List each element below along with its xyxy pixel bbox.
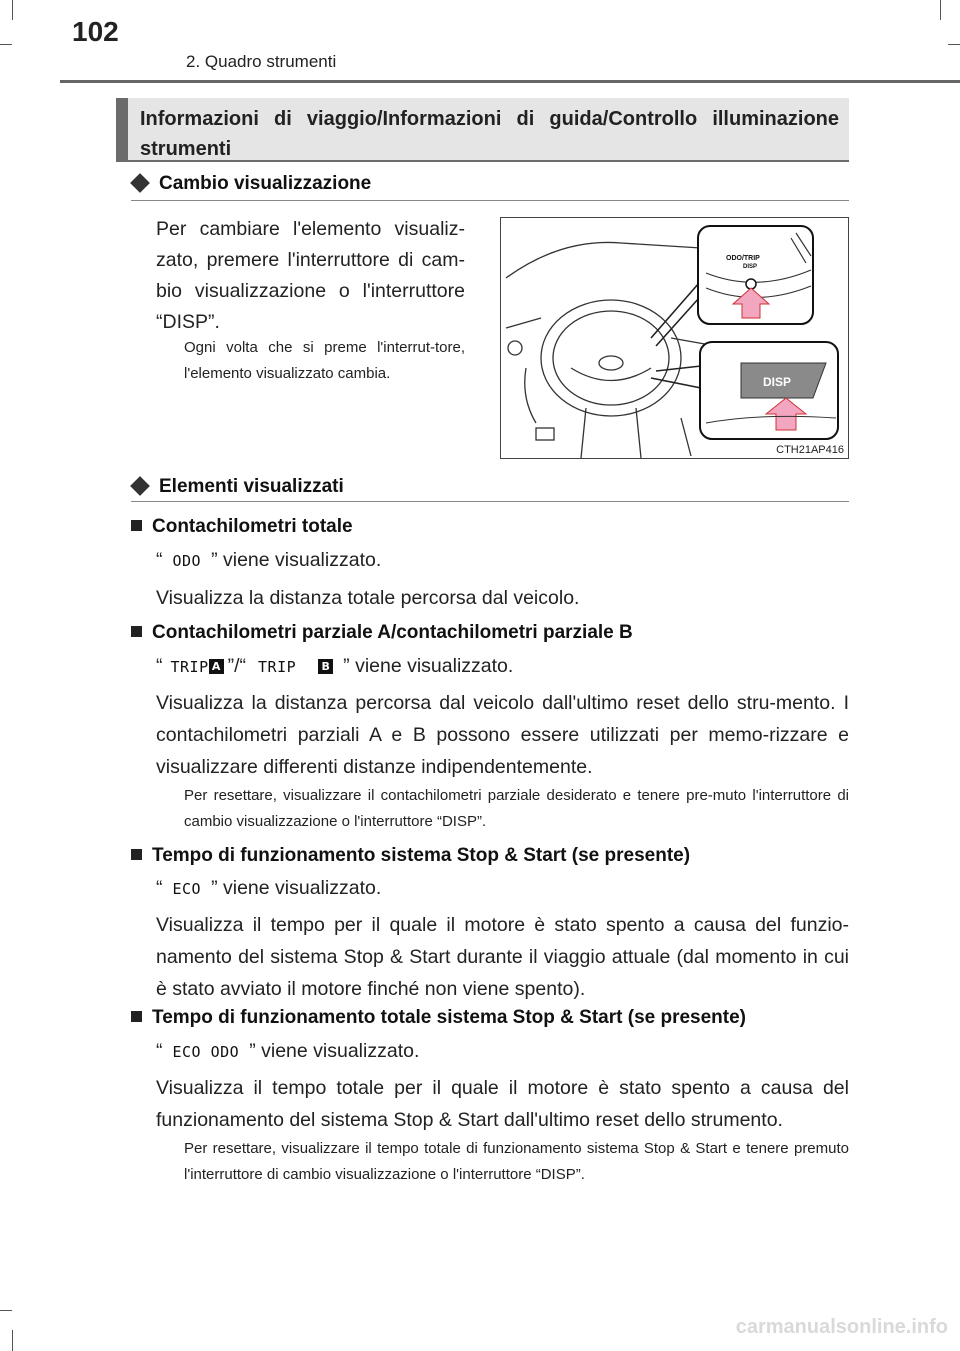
- crop-mark: [940, 0, 941, 20]
- item-note: Per resettare, visualizzare il contachilometri parziale desiderato e tenere pre-muto l'interruttore di cambio visualizzazione o l'interruttore “DISP”.: [184, 787, 849, 830]
- disp-small-label: DISP: [743, 264, 758, 270]
- square-bullet-icon: [131, 626, 142, 637]
- display-line: “ TRIP A ”/“ TRIP B ” viene visualizzato.: [156, 655, 514, 677]
- item-heading: Tempo di funzionamento sistema Stop & Start (se presente): [131, 845, 690, 867]
- item-note: Per resettare, visualizzare il tempo totale di funzionamento sistema Stop & Start e tenere premuto l'interruttore di cambio visualizzazione o l'interruttore “DISP”.: [184, 1140, 849, 1183]
- disp-button-label: DISP: [763, 375, 792, 389]
- item-heading: Contachilometri totale: [131, 516, 353, 538]
- section-title: Informazioni di viaggio/Informazioni di guida/Controllo illuminazione strumenti: [116, 98, 849, 162]
- item-text: Visualizza la distanza percorsa dal veicolo dall'ultimo reset dello stru-mento. I contachilometri parziali A e B possono essere utilizzati per memo-rizzare e visualizzare differenti distanze indipendentemente.: [156, 692, 849, 778]
- item-text: Visualizza il tempo per il quale il motore è stato spento a causa del funzio-namento del sistema Stop & Start durante il viaggio attuale (dal momento in cui è stato avviato il motore finché non viene spento).: [156, 914, 849, 1000]
- diamond-bullet-icon: [130, 173, 150, 193]
- item-text: Visualizza il tempo totale per il quale il motore è stato spento a causa del funzionamento del sistema Stop & Start dall'ultimo reset dello strumento.: [156, 1077, 849, 1131]
- subheading-rule: [131, 501, 849, 502]
- display-line: “ ECO ODO ” viene visualizzato.: [156, 1040, 420, 1062]
- subheading-elementi: Elementi visualizzati: [131, 476, 344, 498]
- trip-b-badge: B: [318, 659, 333, 674]
- trip-a-badge: A: [209, 659, 224, 674]
- lcd-label: ODO: [172, 552, 202, 570]
- crop-mark: [12, 1330, 13, 1351]
- page-number: 102: [72, 16, 119, 47]
- crop-mark: [948, 44, 960, 45]
- item-heading: Tempo di funzionamento totale sistema Stop & Start (se presente): [131, 1007, 746, 1029]
- steering-wheel-diagram: [501, 218, 849, 459]
- crop-mark: [0, 1310, 12, 1311]
- dashboard-illustration: [500, 217, 849, 459]
- header-rule: [60, 80, 960, 83]
- cambio-note: Ogni volta che si preme l'interrut-tore, l'elemento visualizzato cambia.: [184, 339, 465, 382]
- subheading-rule: [131, 200, 849, 201]
- crop-mark: [0, 44, 12, 45]
- lcd-label: ECO: [172, 880, 202, 898]
- item-text: Visualizza la distanza totale percorsa dal veicolo.: [156, 587, 580, 609]
- square-bullet-icon: [131, 1011, 142, 1022]
- square-bullet-icon: [131, 520, 142, 531]
- watermark: carmanualsonline.info: [735, 1316, 948, 1338]
- chapter-title: 2. Quadro strumenti: [186, 52, 337, 71]
- display-line: “ ODO ” viene visualizzato.: [156, 549, 382, 571]
- lcd-label: TRIP: [258, 658, 297, 676]
- cambio-text: Per cambiare l'elemento visualiz-zato, premere l'interruttore di cam-bio visualizzazione o l'interruttore “DISP”.: [156, 218, 465, 333]
- crop-mark: [12, 0, 13, 20]
- display-line: “ ECO ” viene visualizzato.: [156, 877, 382, 899]
- odo-trip-label: ODO/TRIP: [726, 255, 760, 262]
- item-heading: Contachilometri parziale A/contachilometri parziale B: [131, 622, 633, 644]
- lcd-label: TRIP: [170, 658, 209, 676]
- square-bullet-icon: [131, 849, 142, 860]
- section-title-rule: [116, 160, 849, 162]
- figure-code: CTH21AP416: [776, 444, 844, 456]
- diamond-bullet-icon: [130, 476, 150, 496]
- lcd-label: ECO ODO: [172, 1043, 240, 1061]
- subheading-cambio: Cambio visualizzazione: [131, 173, 371, 195]
